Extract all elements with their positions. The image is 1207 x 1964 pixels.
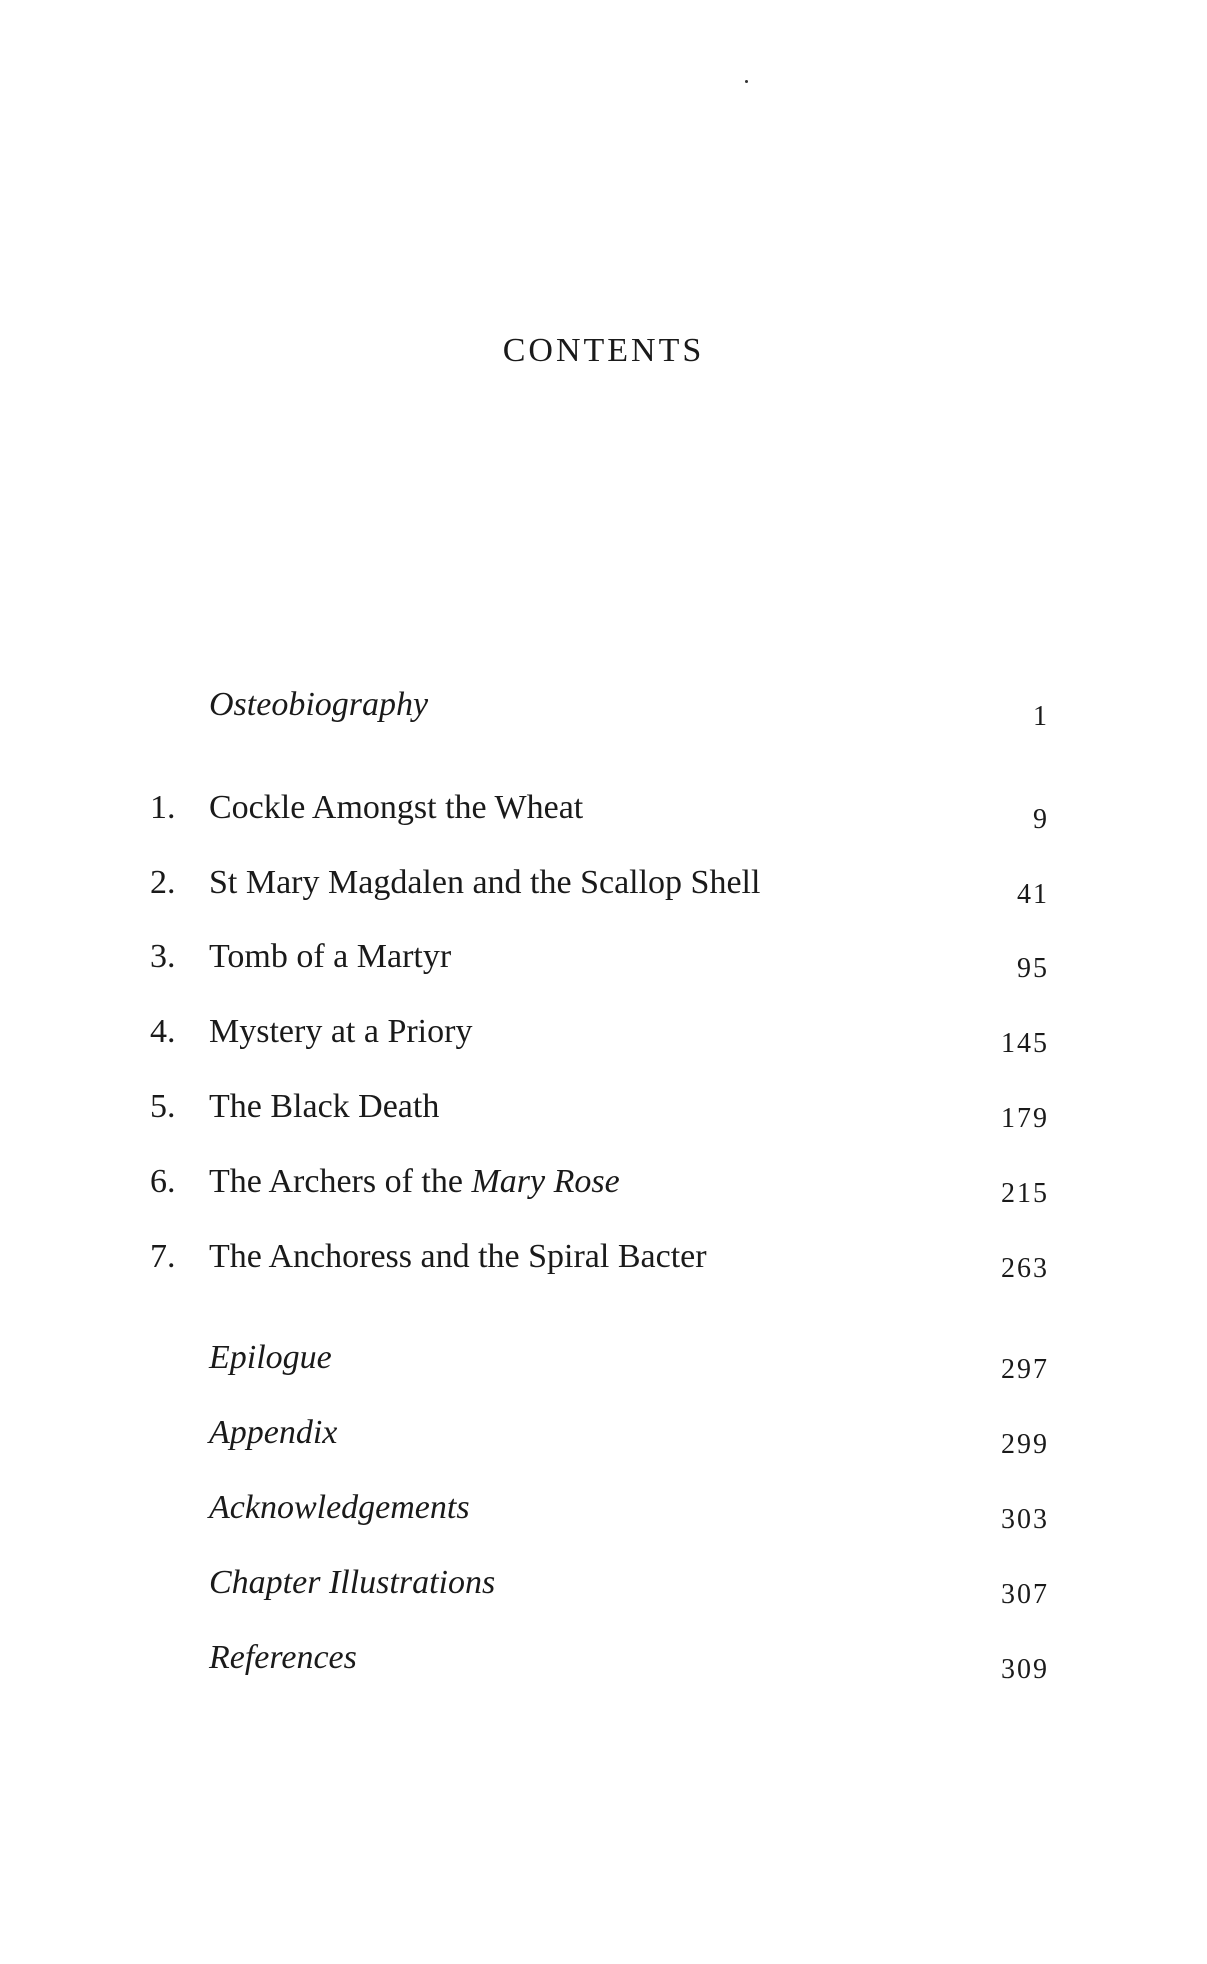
toc-entry-title: Mystery at a Priory: [209, 1013, 473, 1050]
toc-entry-number: 3.: [150, 938, 176, 975]
toc-entry-title: Osteobiography: [209, 686, 429, 723]
toc-entry-page: 309: [1001, 1654, 1049, 1685]
toc-entry-chapter-6[interactable]: [0, 1157, 1207, 1207]
toc-entry-number: 7.: [150, 1238, 176, 1275]
ink-speck: [745, 80, 748, 83]
toc-entry-title: Cockle Amongst the Wheat: [209, 789, 584, 826]
toc-entry-references[interactable]: [0, 1633, 1207, 1683]
toc-entry-page: 41: [1017, 879, 1049, 910]
page-title: CONTENTS: [502, 332, 705, 369]
toc-entry-page: 297: [1001, 1354, 1049, 1385]
toc-entry-page: 95: [1017, 953, 1049, 984]
toc-entry-page: 9: [1033, 804, 1049, 835]
toc-entry-number: 4.: [150, 1013, 176, 1050]
toc-entry-page: 299: [1001, 1429, 1049, 1460]
toc-entry-title: [209, 1157, 620, 1207]
toc-entry-chapter-7[interactable]: [0, 1232, 1207, 1282]
toc-entry-page: 263: [1001, 1253, 1049, 1284]
toc-entry-acknowledgements[interactable]: [0, 1483, 1207, 1533]
toc-entry-page: 145: [1001, 1028, 1049, 1059]
toc-entry-title: The Black Death: [209, 1088, 440, 1125]
toc-entry-title: Appendix: [209, 1414, 338, 1451]
toc-entry-page: 303: [1001, 1504, 1049, 1535]
toc-entry-page: 179: [1001, 1103, 1049, 1134]
toc-entry-osteobiography[interactable]: [0, 680, 1207, 730]
toc-entry-title: Chapter Illustrations: [209, 1564, 496, 1601]
toc-entry-chapter-1[interactable]: [0, 783, 1207, 833]
toc-entry-number: 6.: [150, 1163, 176, 1200]
toc-entry-title: Tomb of a Martyr: [209, 938, 452, 975]
toc-entry-title: St Mary Magdalen and the Scallop Shell: [209, 864, 761, 901]
toc-entry-title-ship-name: Mary Rose: [471, 1163, 620, 1200]
toc-entry-appendix[interactable]: [0, 1408, 1207, 1458]
toc-entry-chapter-4[interactable]: [0, 1007, 1207, 1057]
toc-entry-title: References: [209, 1639, 357, 1676]
toc-entry-title: Epilogue: [209, 1339, 332, 1376]
toc-entry-page: 307: [1001, 1579, 1049, 1610]
toc-entry-chapter-illustrations[interactable]: [0, 1558, 1207, 1608]
toc-entry-number: 5.: [150, 1088, 176, 1125]
toc-entry-number: 2.: [150, 864, 176, 901]
toc-entry-title: Acknowledgements: [209, 1489, 470, 1526]
toc-entry-number: 1.: [150, 789, 176, 826]
toc-entry-chapter-5[interactable]: [0, 1082, 1207, 1132]
toc-entry-page: 1: [1033, 701, 1049, 732]
toc-entry-title: The Anchoress and the Spiral Bacter: [209, 1238, 707, 1275]
toc-entry-epilogue[interactable]: [0, 1333, 1207, 1383]
toc-entry-chapter-2[interactable]: [0, 858, 1207, 908]
toc-entry-page: 215: [1001, 1178, 1049, 1209]
toc-entry-title-prefix: The Archers of the: [209, 1163, 472, 1200]
toc-entry-chapter-3[interactable]: [0, 932, 1207, 982]
